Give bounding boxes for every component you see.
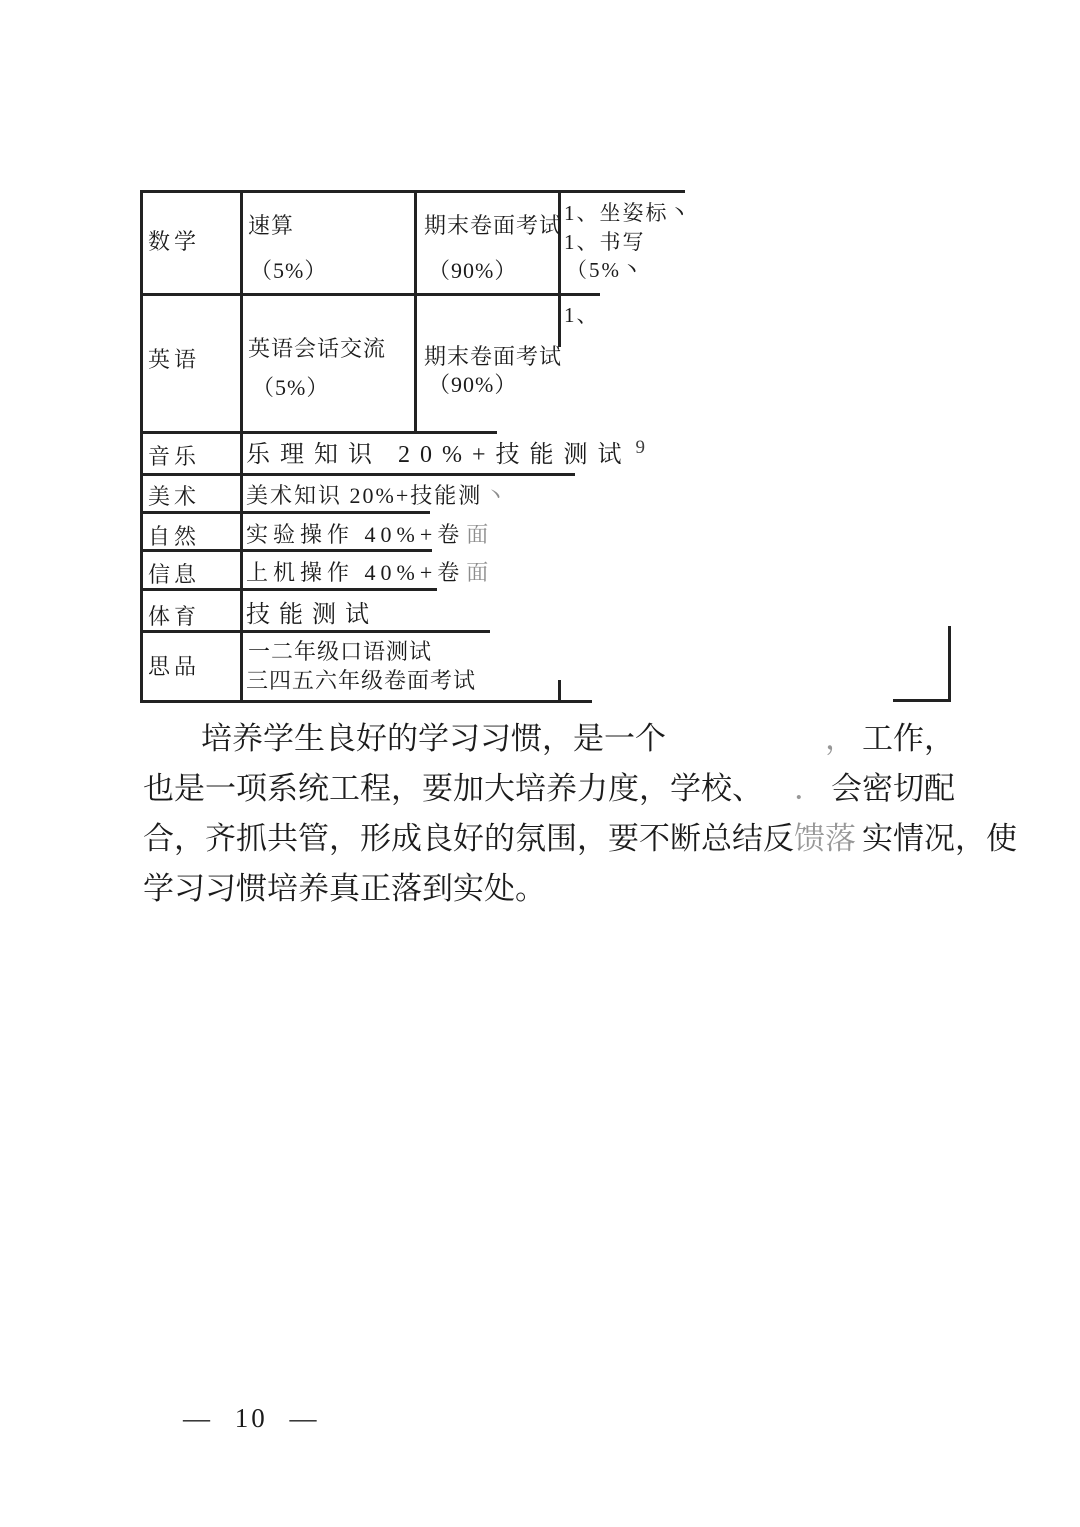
paragraph-line-4-text: 学习习惯培养真正落到实处。 [143, 870, 546, 906]
table-divider-col2 [414, 190, 417, 433]
table-border-top [140, 190, 685, 193]
paragraph-line-2 [143, 760, 955, 810]
paragraph-line-3 [143, 810, 1017, 860]
table-cell-math-note-1: 1、坐姿标丶 [564, 201, 692, 225]
paragraph-line-1-right: 工作， [862, 720, 955, 756]
art-content-text: 美术知识 20%+技能测 [246, 483, 483, 508]
table-cell-english-exam-pct: （90%） [428, 372, 518, 397]
art-content-faded-tail: 丶 [484, 483, 509, 508]
table-cell-subject-math: 数学 [148, 229, 201, 254]
table-cell-math-note-2: 1、书写 [564, 230, 646, 254]
info-content-text: 上机操作 40%+卷 [246, 560, 465, 585]
table-cell-subject-english: 英语 [148, 347, 201, 372]
table-cell-english-method: 英语会话交流 [248, 336, 387, 361]
table-cell-subject-pe: 体育 [148, 604, 201, 629]
table-cell-math-exam-pct: （90%） [428, 258, 518, 283]
table-cell-art-content [246, 483, 508, 508]
table-cell-math-method: 速算 [248, 213, 295, 238]
table-cell-info-content [246, 560, 493, 585]
table-corner-remnant-vertical [948, 626, 951, 702]
info-content-faded-tail: 面 [466, 560, 494, 585]
table-row-line-pe [140, 630, 490, 633]
table-cell-math-note-3: （5%丶 [566, 258, 644, 282]
table-cell-math-method-pct: （5%） [250, 258, 328, 283]
table-cell-subject-info: 信息 [148, 562, 201, 587]
table-cell-subject-art: 美术 [148, 484, 201, 509]
table-row-line-art [140, 511, 430, 514]
page-number: — 10 — [183, 1403, 320, 1433]
paragraph-line-2-faint-mark: ． [794, 770, 825, 806]
table-cell-math-exam: 期末卷面考试 [424, 213, 563, 238]
paragraph-line-1-left: 培养学生良好的学习习惯，是一个 [201, 720, 666, 756]
paragraph-line-3-faint-mark: 馈落 [794, 820, 856, 856]
table-cell-moral-content-line1: 一二年级口语测试 [248, 639, 433, 664]
table-row-line-nature [140, 549, 432, 552]
table-cell-nature-content [246, 522, 493, 547]
music-content-faded-tail: 9 [635, 437, 646, 458]
table-cell-subject-nature: 自然 [148, 524, 201, 549]
body-paragraph [143, 710, 1017, 910]
table-corner-remnant-horizontal [893, 699, 951, 702]
table-cell-english-note-1: 1、 [564, 303, 600, 327]
table-cell-subject-moral: 思品 [148, 654, 201, 679]
table-cell-music-content [246, 437, 646, 470]
nature-content-faded-tail: 面 [466, 522, 494, 547]
music-content-text: 乐理知识 20%+技能测试 [246, 442, 632, 468]
nature-content-text: 实验操作 40%+卷 [246, 522, 465, 547]
table-border-remnant-tick [558, 680, 561, 702]
table-border-left [140, 190, 143, 702]
paragraph-line-3-left: 合，齐抓共管，形成良好的氛围，要不断总结反 [143, 820, 794, 856]
table-row-line-music [140, 473, 575, 476]
paragraph-line-1-faint-mark: ， [825, 720, 856, 756]
pe-content-text: 技能测试 [246, 602, 378, 628]
table-row-line-math [140, 293, 600, 296]
paragraph-line-3-right: 实情况，使 [862, 820, 1017, 856]
paragraph-line-2-left: 也是一项系统工程，要加大培养力度，学校、 [143, 770, 763, 806]
table-cell-pe-content [246, 602, 378, 630]
paragraph-line-2-right: 会密切配 [831, 770, 955, 806]
table-cell-subject-music: 音乐 [148, 444, 201, 469]
table-cell-english-exam: 期末卷面考试 [424, 344, 563, 369]
table-row-line-english [140, 431, 497, 434]
table-row-line-info [140, 588, 437, 591]
paragraph-line-4 [143, 860, 955, 910]
table-cell-moral-content-line2: 三四五六年级卷面考试 [246, 668, 477, 693]
paragraph-line-1 [143, 710, 955, 760]
table-divider-col1 [240, 190, 243, 702]
table-cell-english-method-pct: （5%） [252, 375, 330, 400]
table-border-bottom [140, 700, 592, 703]
